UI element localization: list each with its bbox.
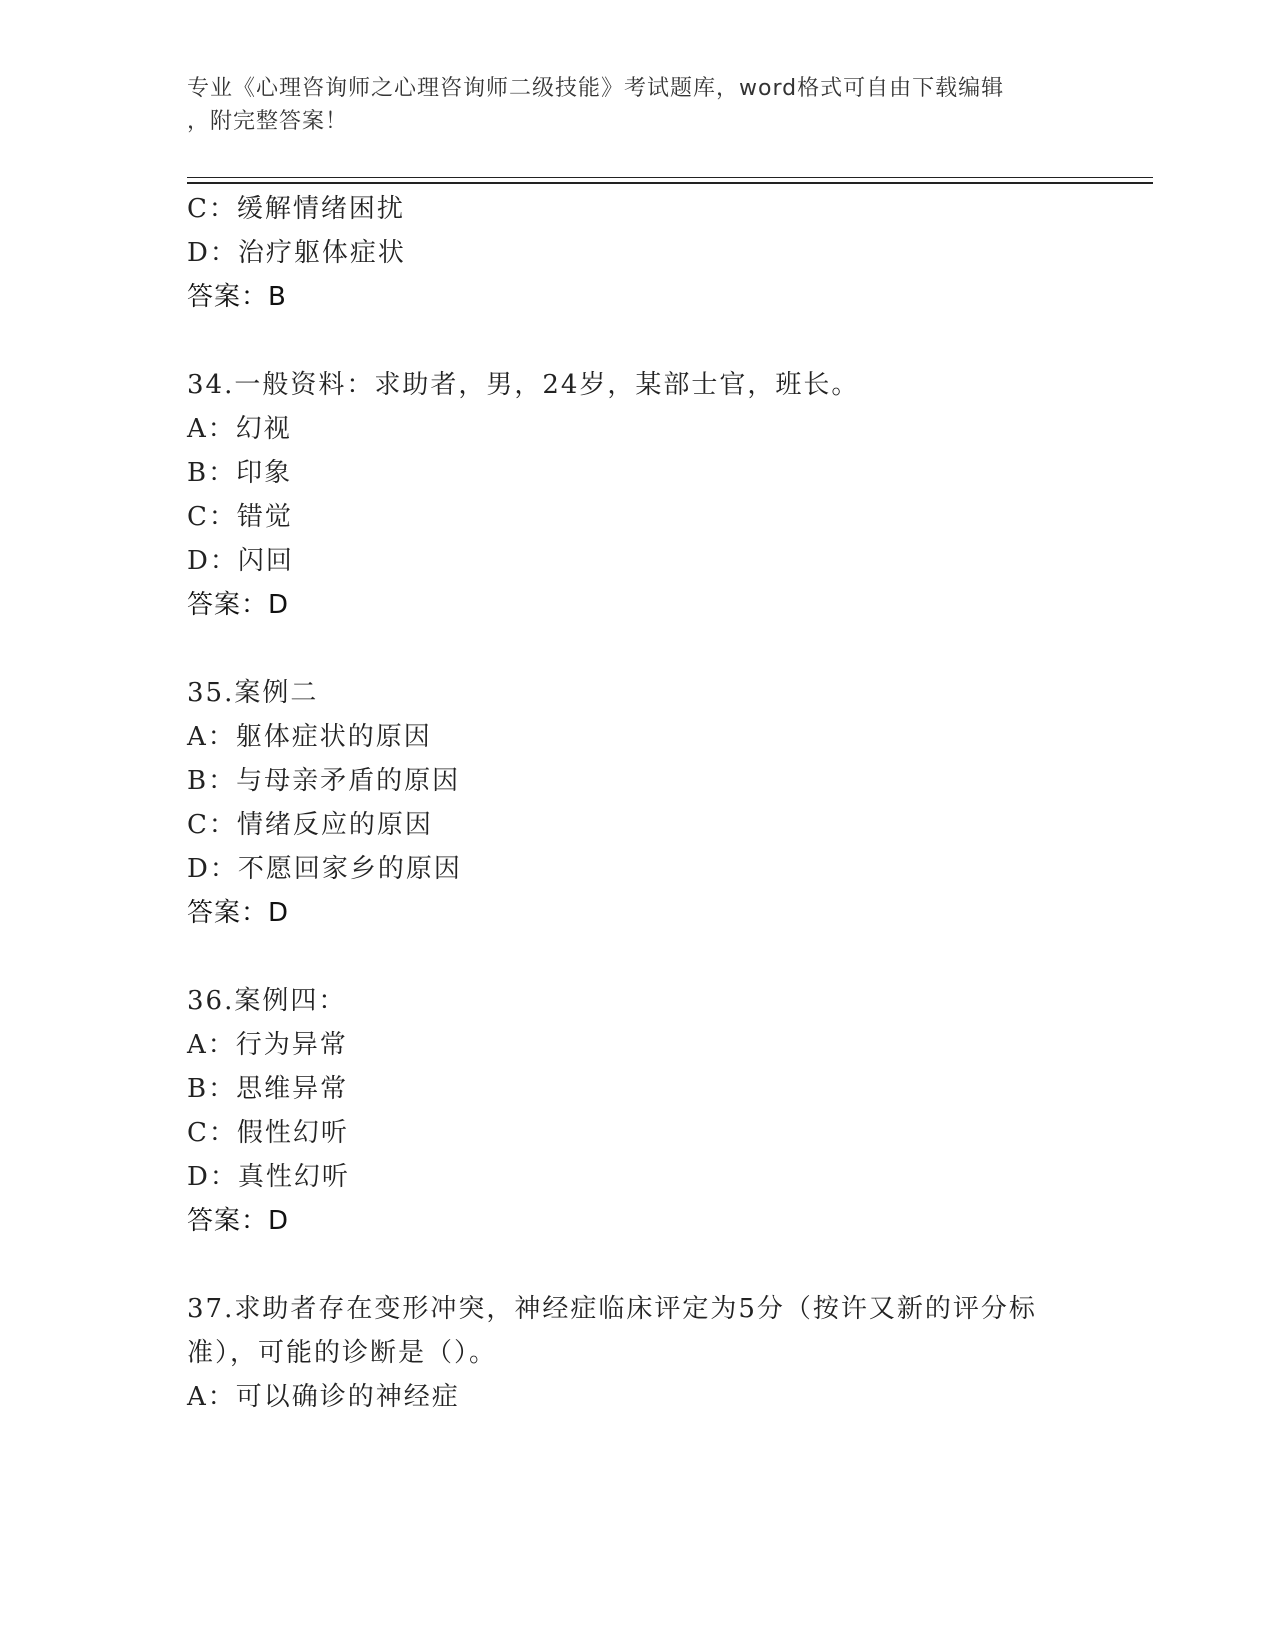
q33-option-c: C：缓解情绪困扰 — [187, 194, 405, 224]
q36-option-b: B：思维异常 — [187, 1074, 349, 1104]
q34-answer: 答案：D — [187, 590, 290, 620]
q35-option-d: D：不愿回家乡的原因 — [187, 854, 462, 884]
q35-answer: 答案：D — [187, 898, 290, 928]
header-line-2: ，附完整答案！ — [187, 109, 349, 134]
q36-option-c: C：假性幻听 — [187, 1118, 349, 1148]
header-divider-thick — [187, 182, 1153, 184]
document-header — [187, 72, 1087, 138]
q33-answer: 答案：B — [187, 282, 287, 312]
q37-stem-line-2: 准），可能的诊断是（）。 — [187, 1338, 498, 1368]
q36-option-a: A：行为异常 — [187, 1030, 348, 1060]
header-line-1: 专业《心理咨询师之心理咨询师二级技能》考试题库，word格式可自由下载编辑 — [187, 76, 1005, 101]
q35-stem: 35.案例二 — [187, 678, 319, 708]
q36-answer: 答案：D — [187, 1206, 290, 1236]
q34-stem: 34.一般资料：求助者，男，24岁，某部士官，班长。 — [187, 370, 860, 400]
q36-stem: 36.案例四： — [187, 986, 347, 1016]
q34-option-d: D：闪回 — [187, 546, 294, 576]
q37-stem-line-1: 37.求助者存在变形冲突，神经症临床评定为5分（按许又新的评分标 — [187, 1294, 1037, 1324]
q37-option-a: A：可以确诊的神经症 — [187, 1382, 460, 1412]
q35-option-a: A：躯体症状的原因 — [187, 722, 432, 752]
q34-option-c: C：错觉 — [187, 502, 293, 532]
q35-option-c: C：情绪反应的原因 — [187, 810, 433, 840]
q33-option-d: D：治疗躯体症状 — [187, 238, 406, 268]
header-divider-thin — [187, 177, 1153, 178]
q36-option-d: D：真性幻听 — [187, 1162, 350, 1192]
q35-option-b: B：与母亲矛盾的原因 — [187, 766, 461, 796]
q34-option-b: B：印象 — [187, 458, 293, 488]
q34-option-a: A：幻视 — [187, 414, 292, 444]
